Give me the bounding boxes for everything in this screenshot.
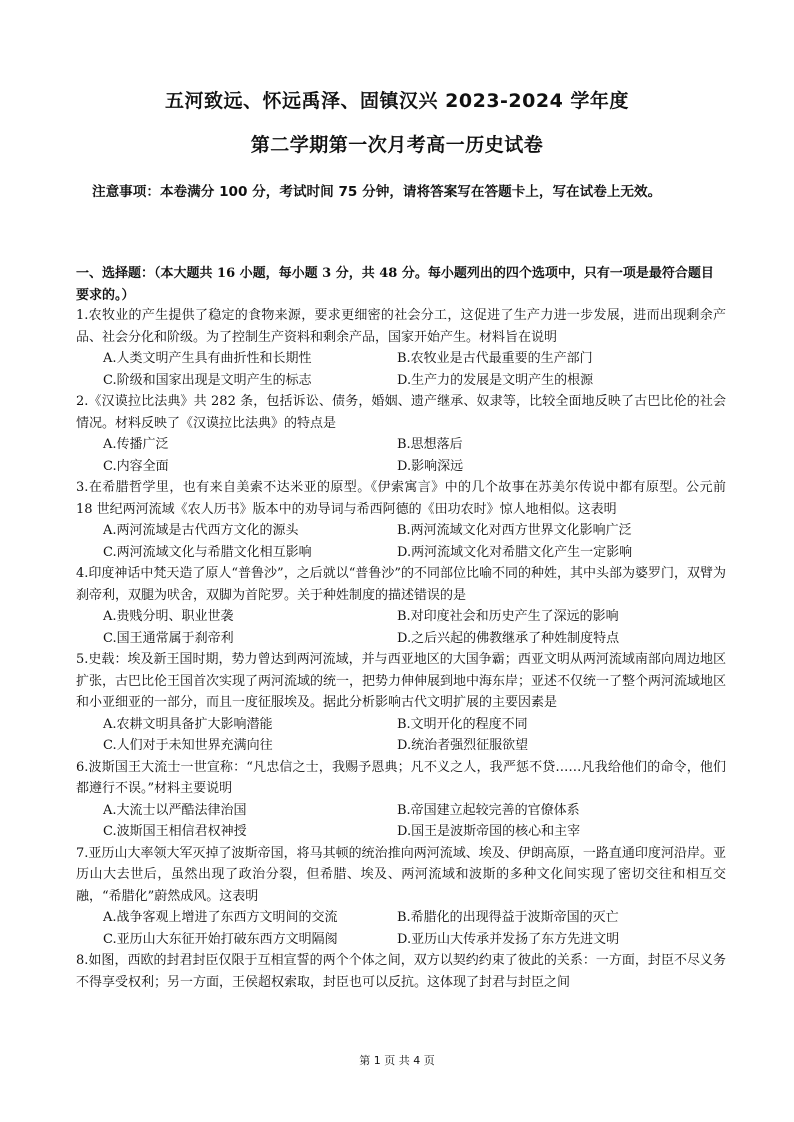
options-grid: [103, 348, 726, 391]
option-b: B.两河流域文化对西方世界文化影响广泛: [397, 523, 632, 538]
question-8: [76, 950, 726, 993]
question-stem: 1.农牧业的产生提供了稳定的食物来源，要求更细密的社会分工，这促进了生产力进一步发展，进而出现剩余产品、社会分化和阶级。为了控制生产资料和剩余产品，国家开始产生。材料旨在说明: [76, 308, 726, 345]
question-list: [76, 305, 726, 993]
options-grid: [103, 714, 726, 757]
option-b: B.文明开化的程度不同: [397, 716, 528, 732]
question-stem: 6.波斯国王大流士一世宣称：“凡忠信之士，我赐予恩典；凡不义之人，我严惩不贷……凡我给他们的命令，他们都遵行不误。”材料主要说明: [76, 759, 726, 796]
options-grid: [103, 907, 726, 950]
option-a: A.战争客观上增进了东西方文明间的交流: [103, 910, 338, 925]
option-a: A.大流士以严酷法律治国: [103, 802, 247, 818]
option-b: B.帝国建立起较完善的官僚体系: [397, 802, 580, 818]
question-stem: 5.史载：埃及新王国时期，势力曾达到两河流域，并与西亚地区的大国争霸；西亚文明从两河流域南部向周边地区扩张，古巴比伦王国首次实现了两河流域的统一，把势力伸伸展到地中海东岸；亚述不仅统一了整个两河流域地区和小亚细亚的一部分，而且一度征服埃及。据此分析影响古代文明扩展的主要因素是: [76, 652, 727, 710]
option-d: D.亚历山大传承并发扬了东方先进文明: [397, 931, 620, 947]
section-heading: 一、选择题：（本大题共 16 小题，每小题 3 分，共 48 分。每小题列出的四个选项中，只有一项是最符合题目要求的。）: [76, 266, 714, 303]
question-stem: 3.在希腊哲学里，也有来自美索不达米亚的原型。《伊索寓言》中的几个故事在苏美尔传说中都有原型。公元前 18 世纪两河流域《农人历书》版本中的劝导词与希西阿德的《田功农时》惊人地相似。这表明: [76, 480, 726, 517]
option-d: D.生产力的发展是文明产生的根源: [397, 372, 594, 388]
option-a: A.两河流域是古代西方文化的源头: [103, 523, 299, 538]
option-c: C.内容全面: [103, 458, 169, 474]
option-a: A.贵贱分明、职业世袭: [103, 609, 234, 624]
question-6: [76, 757, 726, 843]
page-footer: 第 1 页 共 4 页: [359, 1054, 435, 1067]
exam-title-line2: 第二学期第一次月考高一历史试卷: [250, 134, 544, 156]
option-b: B.对印度社会和历史产生了深远的影响: [397, 609, 619, 624]
option-b: B.思想落后: [397, 437, 463, 452]
exam-notice: 注意事项：本卷满分 100 分，考试时间 75 分钟，请将答案写在答题卡上，写在试卷上无效。: [92, 184, 662, 200]
question-7: [76, 843, 726, 951]
question-1: [76, 305, 726, 391]
question-stem: 4.印度神话中梵天造了原人“普鲁沙”，之后就以“普鲁沙”的不同部位比喻不同的种姓，其中头部为婆罗门，双臂为刹帝利，双腿为吠舍，双脚为首陀罗。关于种姓制度的描述错误的是: [76, 566, 726, 603]
option-d: D.之后兴起的佛教继承了种姓制度特点: [397, 630, 620, 646]
option-c: C.人们对于未知世界充满向往: [103, 738, 273, 753]
option-c: C.阶级和国家出现是文明产生的标志: [103, 372, 312, 388]
exam-title-line1: 五河致远、怀远禹泽、固镇汉兴 2023-2024 学年度: [165, 90, 629, 112]
option-c: C.国王通常属于刹帝利: [103, 630, 234, 646]
question-4: [76, 563, 726, 649]
option-a: A.传播广泛: [103, 437, 169, 452]
options-grid: [103, 800, 726, 843]
option-c: C.波斯国王相信君权神授: [103, 824, 247, 839]
question-5: [76, 649, 726, 757]
option-d: D.统治者强烈征服欲望: [397, 738, 529, 753]
option-d: D.两河流域文化对希腊文化产生一定影响: [397, 544, 633, 560]
option-a: A.人类文明产生具有曲折性和长期性: [103, 351, 312, 366]
question-stem: 7.亚历山大率领大军灭掉了波斯帝国，将马其顿的统治推向两河流域、埃及、伊朗高原，一路直通印度河沿岸。亚历山大去世后，虽然出现了政治分裂，但希腊、埃及、两河流域和波斯的多种文化间实现了密切交往和相互交融，“希腊化”蔚然成风。这表明: [76, 845, 726, 904]
option-b: B.农牧业是古代最重要的生产部门: [397, 351, 593, 366]
option-d: D.国王是波斯帝国的核心和主宰: [397, 824, 581, 839]
question-2: [76, 391, 726, 477]
question-stem: 2.《汉谟拉比法典》共 282 条，包括诉讼、债务，婚姻、遗产继承、奴隶等，比较全面地反映了古巴比伦的社会情况。材料反映了《汉谟拉比法典》的特点是: [76, 394, 726, 431]
option-d: D.影响深远: [397, 458, 464, 474]
options-grid: [103, 434, 726, 477]
question-3: [76, 477, 726, 563]
option-c: C.亚历山大东征开始打破东西方文明隔阂: [103, 931, 338, 947]
options-grid: [103, 520, 726, 563]
option-c: C.两河流域文化与希腊文化相互影响: [103, 544, 312, 560]
option-a: A.农耕文明具备扩大影响潜能: [103, 716, 273, 732]
question-stem: 8.如图，西欧的封君封臣仅限于互相宣誓的两个个体之间，双方以契约约束了彼此的关系：一方面，封臣不尽义务不得享受权利；另一方面，王侯超权索取，封臣也可以反抗。这体现了封君与封臣之间: [76, 953, 726, 990]
options-grid: [103, 606, 726, 649]
option-b: B.希腊化的出现得益于波斯帝国的灭亡: [397, 910, 619, 925]
